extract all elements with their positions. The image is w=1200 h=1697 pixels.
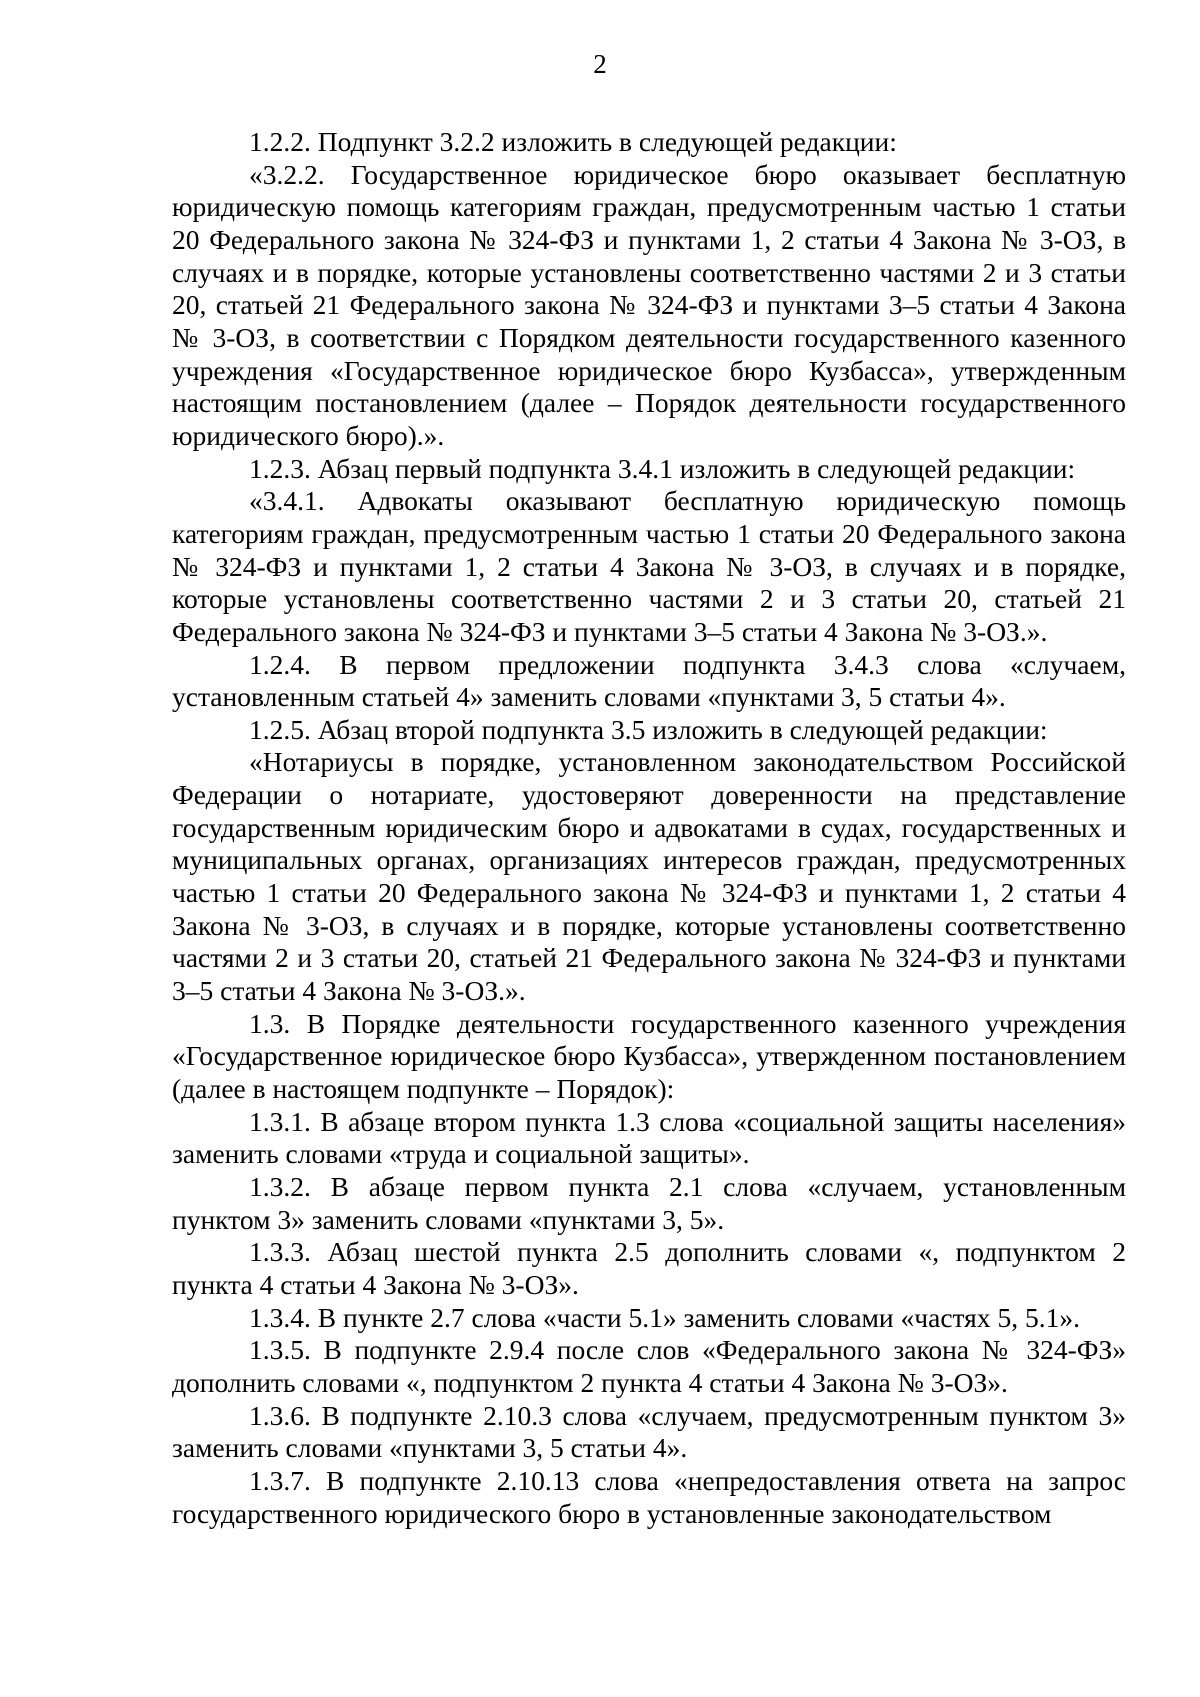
document-body (172, 126, 1126, 1530)
paragraph: «3.2.2. Государственное юридическое бюро оказывает бесплатную юридическую помощь категориям граждан, предусмотренным частью 1 статьи 20 Федерального закона № 324-ФЗ и пунктами 1, 2 статьи 4 Закона № 3-ОЗ, в случаях и в порядке, которые установлены соответственно частями 2 и 3 статьи 20, статьей 21 Федерального закона № 324-ФЗ и пунктами 3–5 статьи 4 Закона № 3-ОЗ, в соответствии с Порядком деятельности государственного казенного учреждения «Государственное юридическое бюро Кузбасса», утвержденным настоящим постановлением (далее – Порядок деятельности государственного юридического бюро).». (172, 158, 1126, 451)
paragraph: 1.3.7. В подпункте 2.10.13 слова «непредоставления ответа на запрос государственного юридического бюро в установленные законодательством (172, 1464, 1126, 1529)
paragraph: «3.4.1. Адвокаты оказывают бесплатную юридическую помощь категориям граждан, предусмотренным частью 1 статьи 20 Федерального закона № 324-ФЗ и пунктами 1, 2 статьи 4 Закона № 3-ОЗ, в случаях и в порядке, которые установлены соответственно частями 2 и 3 статьи 20, статьей 21 Федерального закона № 324-ФЗ и пунктами 3–5 статьи 4 Закона № 3-ОЗ.». (172, 485, 1126, 647)
paragraph: 1.3.6. В подпункте 2.10.3 слова «случаем, предусмотренным пунктом 3» заменить словами «пунктами 3, 5 статьи 4». (172, 1399, 1126, 1464)
paragraph: 1.3.1. В абзаце втором пункта 1.3 слова «социальной защиты населения» заменить словами «труда и социальной защиты». (172, 1105, 1126, 1170)
page-number: 2 (593, 49, 607, 79)
paragraph: 1.3.2. В абзаце первом пункта 2.1 слова «случаем, установленным пунктом 3» заменить словами «пунктами 3, 5». (172, 1171, 1126, 1235)
paragraph: 1.2.3. Абзац первый подпункта 3.4.1 изложить в следующей редакции: (249, 452, 1076, 484)
paragraph: 1.3.4. В пункте 2.7 слова «части 5.1» заменить словами «частях 5, 5.1». (249, 1301, 1080, 1333)
paragraph: 1.3.3. Абзац шестой пункта 2.5 дополнить словами «, подпунктом 2 пункта 4 статьи 4 Закона № 3-ОЗ». (172, 1236, 1126, 1300)
paragraph: 1.2.2. Подпункт 3.2.2 изложить в следующей редакции: (249, 126, 897, 157)
paragraph: 1.3. В Порядке деятельности государственного казенного учреждения «Государственное юридическое бюро Кузбасса», утвержденном постановлением (далее в настоящем подпункте – Порядок): (172, 1007, 1126, 1105)
paragraph: 1.3.5. В подпункте 2.9.4 после слов «Федерального закона № 324-ФЗ» дополнить словами «, подпунктом 2 пункта 4 статьи 4 Закона № 3-ОЗ». (172, 1334, 1126, 1398)
paragraph: «Нотариусы в порядке, установленном законодательством Российской Федерации о нотариате, удостоверяют доверенности на представление государственным юридическим бюро и адвокатами в судах, государственных и муниципальных органах, организациях интересов граждан, предусмотренных частью 1 статьи 20 Федерального закона № 324-ФЗ и пунктами 1, 2 статьи 4 Закона № 3-ОЗ, в случаях и в порядке, которые установлены соответственно частями 2 и 3 статьи 20, статьей 21 Федерального закона № 324-ФЗ и пунктами 3–5 статьи 4 Закона № 3-ОЗ.». (172, 746, 1126, 1007)
paragraph: 1.2.4. В первом предложении подпункта 3.4.3 слова «случаем, установленным статьей 4» заменить словами «пунктами 3, 5 статьи 4». (172, 648, 1126, 713)
paragraph: 1.2.5. Абзац второй подпункта 3.5 изложить в следующей редакции: (249, 713, 1048, 745)
